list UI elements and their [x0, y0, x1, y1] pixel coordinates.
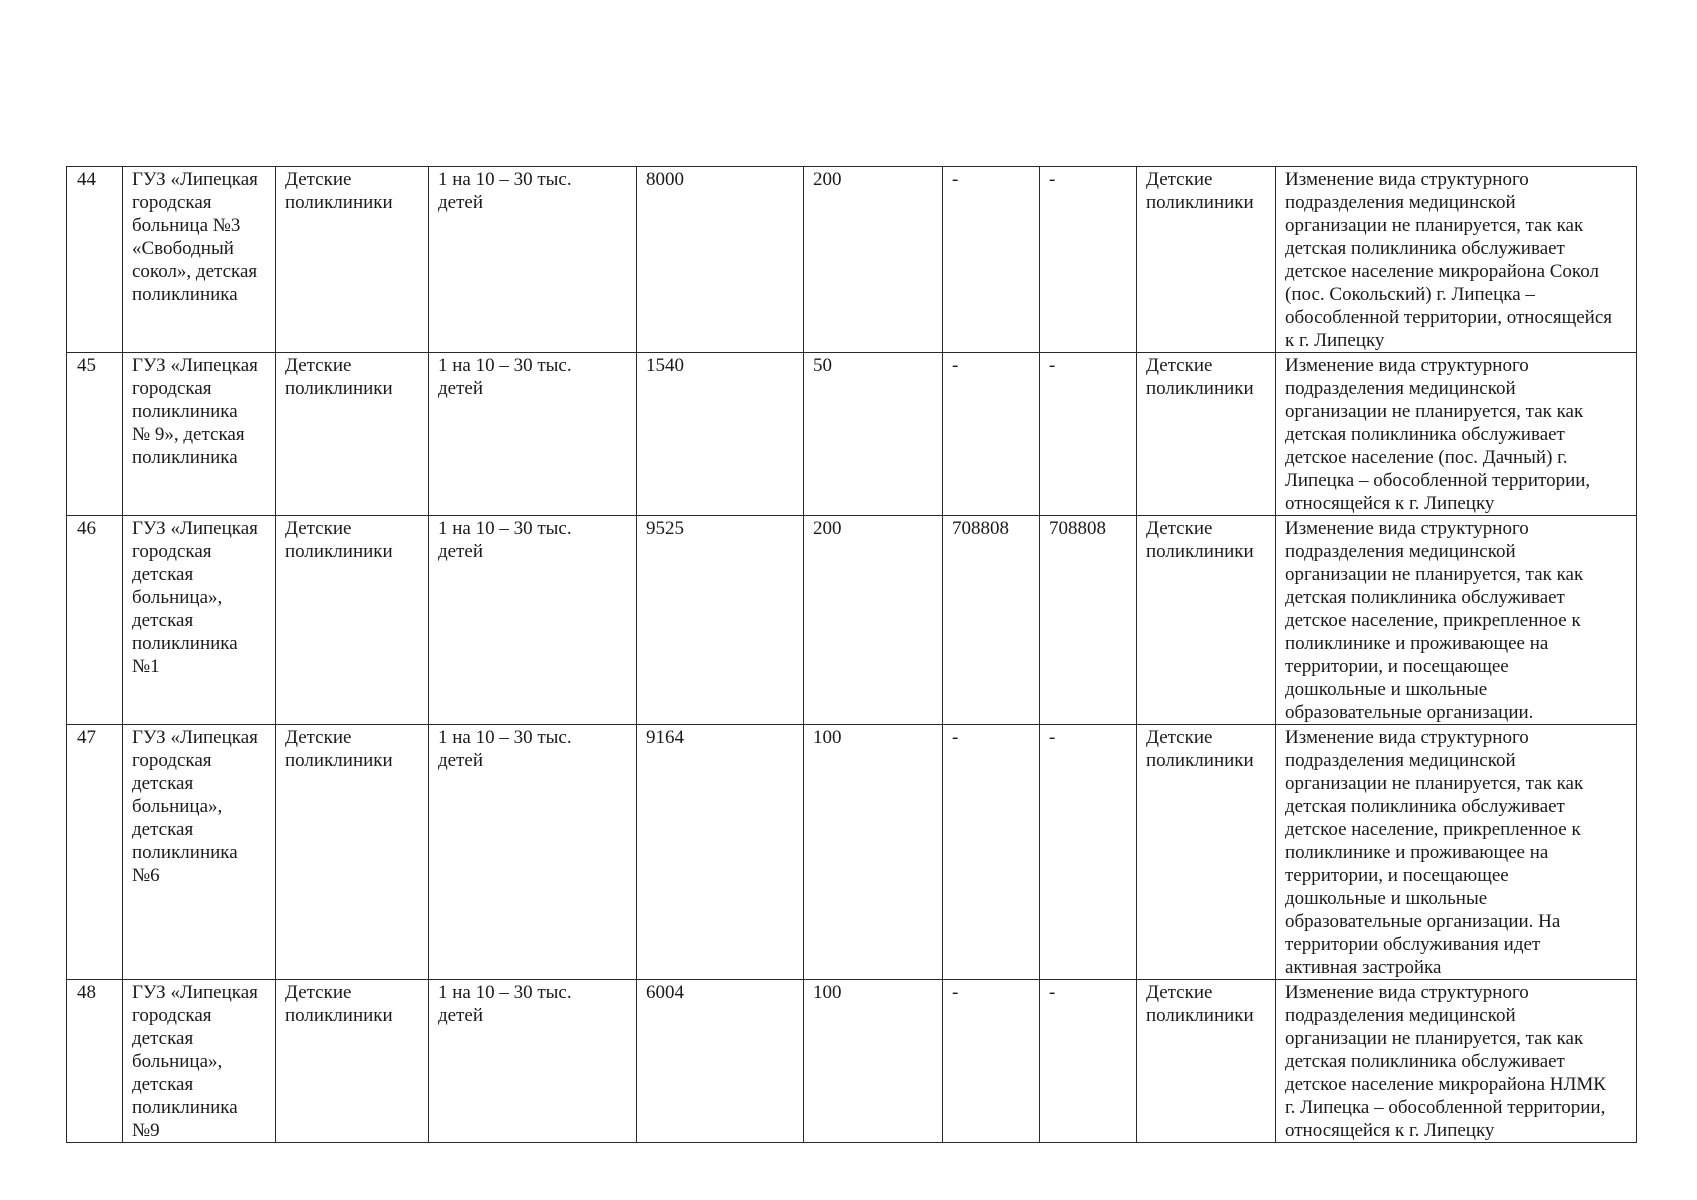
value-cell-8: -	[1040, 980, 1137, 1143]
population-cell: 9164	[637, 725, 804, 980]
value-cell-7: -	[943, 980, 1040, 1143]
planned-type-cell: Детские поликлиники	[1137, 353, 1276, 516]
table-row	[67, 980, 1637, 1143]
planned-type-cell: Детские поликлиники	[1137, 516, 1276, 725]
note-cell: Изменение вида структурного подразделения медицинской организации не планируется, так как детская поликлиника обслуживает детское население микрорайона НЛМК г. Липецка – обособленной территории, относящейся к г. Липецку	[1276, 980, 1637, 1143]
value-cell-8: -	[1040, 353, 1137, 516]
population-cell: 1540	[637, 353, 804, 516]
capacity-cell: 50	[804, 353, 943, 516]
value-cell-7: -	[943, 353, 1040, 516]
norm-cell: 1 на 10 – 30 тыс. детей	[429, 980, 637, 1143]
row-number: 44	[67, 167, 123, 353]
capacity-cell: 200	[804, 167, 943, 353]
value-cell-8: 708808	[1040, 516, 1137, 725]
planned-type-cell: Детские поликлиники	[1137, 725, 1276, 980]
capacity-cell: 100	[804, 725, 943, 980]
unit-type-cell: Детские поликлиники	[276, 980, 429, 1143]
note-cell: Изменение вида структурного подразделения медицинской организации не планируется, так как детская поликлиника обслуживает детское население, прикрепленное к поликлинике и проживающее на территории, и посещающее дошкольные и школьные образовательные организации.	[1276, 516, 1637, 725]
planned-type-cell: Детские поликлиники	[1137, 167, 1276, 353]
organization-cell: ГУЗ «Липецкая городская больница №3 «Свободный сокол», детская поликлиника	[123, 167, 276, 353]
note-cell: Изменение вида структурного подразделения медицинской организации не планируется, так как детская поликлиника обслуживает детское население микрорайона Сокол (пос. Сокольский) г. Липецка – обособленной территории, относящейся к г. Липецку	[1276, 167, 1637, 353]
table-row	[67, 725, 1637, 980]
table-row	[67, 516, 1637, 725]
unit-type-cell: Детские поликлиники	[276, 725, 429, 980]
organization-cell: ГУЗ «Липецкая городская поликлиника № 9», детская поликлиника	[123, 353, 276, 516]
norm-cell: 1 на 10 – 30 тыс. детей	[429, 167, 637, 353]
value-cell-7: 708808	[943, 516, 1040, 725]
organization-cell: ГУЗ «Липецкая городская детская больница», детская поликлиника №9	[123, 980, 276, 1143]
row-number: 48	[67, 980, 123, 1143]
population-cell: 6004	[637, 980, 804, 1143]
facilities-table	[66, 166, 1637, 1143]
unit-type-cell: Детские поликлиники	[276, 167, 429, 353]
table-row	[67, 353, 1637, 516]
unit-type-cell: Детские поликлиники	[276, 516, 429, 725]
organization-cell: ГУЗ «Липецкая городская детская больница», детская поликлиника №6	[123, 725, 276, 980]
unit-type-cell: Детские поликлиники	[276, 353, 429, 516]
norm-cell: 1 на 10 – 30 тыс. детей	[429, 725, 637, 980]
capacity-cell: 200	[804, 516, 943, 725]
row-number: 47	[67, 725, 123, 980]
capacity-cell: 100	[804, 980, 943, 1143]
value-cell-8: -	[1040, 167, 1137, 353]
value-cell-8: -	[1040, 725, 1137, 980]
norm-cell: 1 на 10 – 30 тыс. детей	[429, 516, 637, 725]
row-number: 46	[67, 516, 123, 725]
note-cell: Изменение вида структурного подразделения медицинской организации не планируется, так как детская поликлиника обслуживает детское население, прикрепленное к поликлинике и проживающее на территории, и посещающее дошкольные и школьные образовательные организации. На территории обслуживания идет активная застройка	[1276, 725, 1637, 980]
table-row	[67, 167, 1637, 353]
population-cell: 9525	[637, 516, 804, 725]
norm-cell: 1 на 10 – 30 тыс. детей	[429, 353, 637, 516]
planned-type-cell: Детские поликлиники	[1137, 980, 1276, 1143]
row-number: 45	[67, 353, 123, 516]
population-cell: 8000	[637, 167, 804, 353]
value-cell-7: -	[943, 725, 1040, 980]
note-cell: Изменение вида структурного подразделения медицинской организации не планируется, так как детская поликлиника обслуживает детское население (пос. Дачный) г. Липецка – обособленной территории, относящейся к г. Липецку	[1276, 353, 1637, 516]
organization-cell: ГУЗ «Липецкая городская детская больница», детская поликлиника №1	[123, 516, 276, 725]
value-cell-7: -	[943, 167, 1040, 353]
